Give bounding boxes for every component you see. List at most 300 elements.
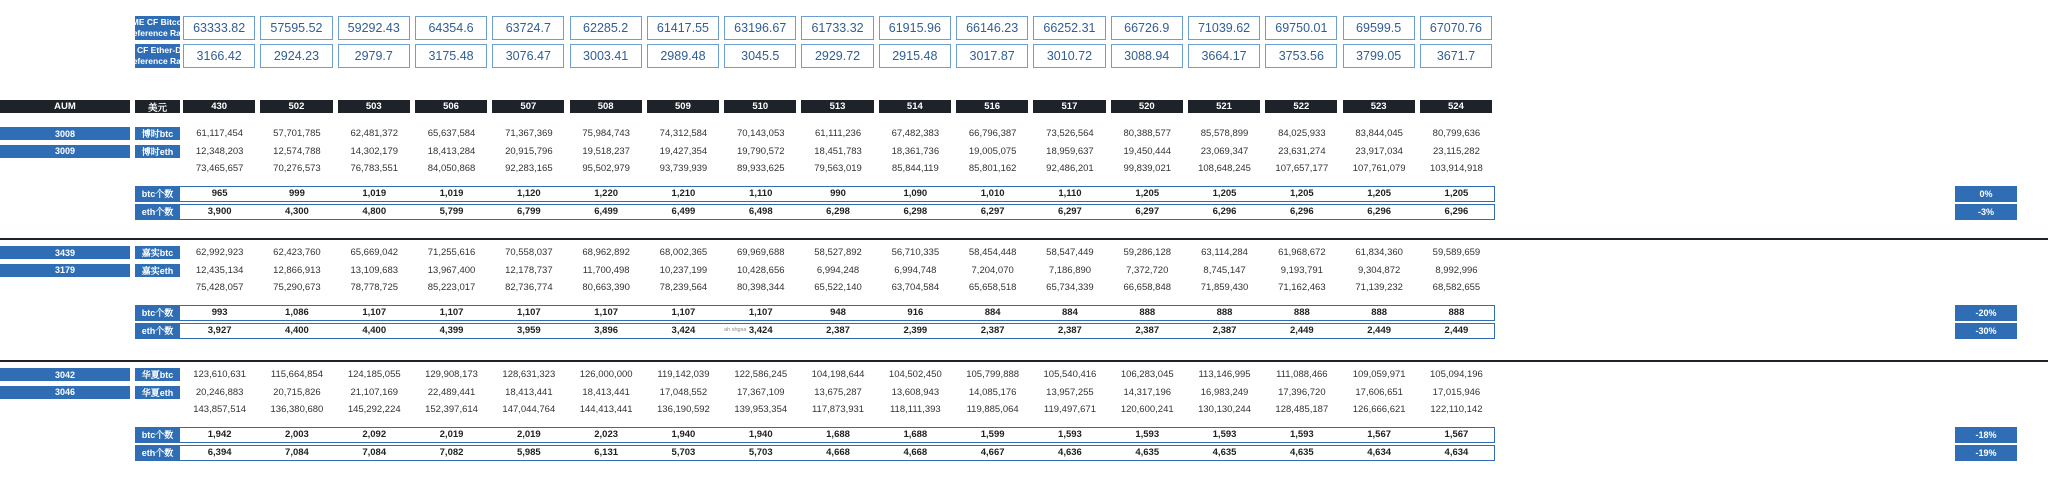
fund-holding-value: 61,968,672 (1278, 247, 1326, 259)
fund-total-value: 82,736,774 (505, 282, 553, 294)
reference-rate-value: 67070.76 (1420, 16, 1492, 40)
coin-count-value: 1,593 (1058, 429, 1082, 440)
summary-label: btc个数 (135, 186, 180, 202)
coin-count-value: 1,593 (1212, 429, 1237, 440)
reference-rate-value: 3010.72 (1033, 44, 1105, 68)
reference-rate-value: 3088.94 (1111, 44, 1183, 68)
fund-holding-value: 113,146,995 (1198, 369, 1251, 381)
fund-holding-value: 8,992,996 (1435, 264, 1478, 276)
coin-count-value: 1,010 (980, 188, 1005, 199)
fund-holding-value: 122,586,245 (734, 369, 788, 381)
fund-total-value: 144,413,441 (579, 404, 633, 416)
coin-count-value: 1,086 (285, 307, 309, 318)
coin-count-value: 1,107 (439, 307, 464, 318)
summary-label: eth个数 (135, 204, 180, 220)
coin-count-value: 4,800 (362, 206, 387, 217)
coin-count-value: 3,900 (207, 206, 232, 217)
fund-holding-value: 75,984,743 (582, 128, 630, 140)
coin-count-value: 4,668 (903, 447, 928, 458)
fund-holding-value: 61,111,236 (814, 128, 862, 140)
fund-holding-value: 19,790,572 (736, 145, 785, 157)
coin-count-value: 1,107 (594, 307, 619, 318)
coin-count-value: 1,205 (1289, 188, 1314, 199)
reference-rate-value: 2929.72 (801, 44, 873, 68)
coin-count-value: 4,635 (1289, 447, 1314, 458)
coin-count-value: 1,107 (671, 307, 696, 318)
fund-holding-value: 7,204,070 (971, 264, 1014, 276)
fund-holding-value: 123,610,631 (193, 369, 247, 381)
fund-total-value: 79,563,019 (814, 163, 862, 175)
fund-holding-value: 18,413,441 (582, 386, 630, 398)
fund-holding-value: 58,527,892 (814, 247, 862, 259)
fund-total-value: 76,783,551 (350, 163, 399, 175)
coin-count-value: 6,297 (1135, 206, 1160, 217)
coin-count-value: 6,297 (1058, 206, 1082, 217)
coin-count-value: 1,205 (1444, 188, 1469, 199)
fund-holding-value: 124,185,055 (347, 369, 401, 381)
coin-count-value: 999 (289, 188, 305, 199)
fund-holding-value: 16,983,249 (1200, 386, 1249, 398)
coin-count-value: 1,940 (671, 429, 696, 440)
fund-holding-value: 14,302,179 (350, 145, 399, 157)
fund-holding-value: 13,608,943 (891, 386, 940, 398)
fund-holding-value: 11,700,498 (582, 264, 630, 276)
fund-holding-value: 23,069,347 (1200, 145, 1249, 157)
coin-count-value: 6,296 (1212, 206, 1237, 217)
fund-total-value: 143,857,514 (193, 404, 247, 416)
fund-holding-value: 59,589,659 (1432, 247, 1481, 259)
fund-holding-value: 57,701,785 (273, 128, 321, 140)
coin-count-value: 2,449 (1367, 325, 1392, 336)
fund-total-value: 80,398,344 (736, 282, 785, 294)
fund-total-value: 99,839,021 (1123, 163, 1172, 175)
fund-holding-value: 59,286,128 (1123, 247, 1172, 259)
fund-total-value: 80,663,390 (582, 282, 630, 294)
coin-count-value: 7,082 (439, 447, 464, 458)
fund-total-value: 78,778,725 (350, 282, 399, 294)
fund-holding-value: 23,115,282 (1433, 145, 1480, 157)
coin-count-value: 4,300 (285, 206, 309, 217)
aum-value: 3008 (0, 127, 130, 140)
reference-rate-value: 69599.5 (1343, 16, 1415, 40)
fund-holding-value: 14,317,196 (1123, 386, 1172, 398)
coin-count-value: 4,635 (1212, 447, 1237, 458)
reference-rate-value: 62285.2 (570, 16, 642, 40)
coin-count-value: 3,424 (671, 325, 696, 336)
fund-holding-value: 9,304,872 (1358, 264, 1401, 276)
coin-count-value: 6,499 (671, 206, 696, 217)
coin-count-value: 6,298 (826, 206, 850, 217)
fund-holding-value: 71,255,616 (427, 247, 476, 259)
fund-total-value: 78,239,564 (659, 282, 708, 294)
fund-holding-value: 62,423,760 (273, 247, 321, 259)
coin-count-value: 888 (1216, 307, 1233, 318)
fund-holding-value: 83,844,045 (1355, 128, 1403, 140)
date-column-header: 523 (1343, 100, 1415, 113)
fund-total-value: 92,486,201 (1046, 163, 1094, 175)
fund-holding-value: 12,178,737 (505, 264, 553, 276)
fund-holding-value: 66,796,387 (968, 128, 1017, 140)
fund-total-value: 85,223,017 (427, 282, 476, 294)
fund-total-value: 93,739,939 (659, 163, 708, 175)
coin-count-value: 2,399 (903, 325, 928, 336)
change-percent-badge: -18% (1955, 427, 2017, 443)
fund-total-value: 92,283,165 (505, 163, 553, 175)
reference-rate-value: 2979.7 (338, 44, 410, 68)
coin-count-value: 2,387 (1212, 325, 1237, 336)
coin-count-value: 2,387 (826, 325, 850, 336)
fund-holding-value: 20,715,826 (273, 386, 321, 398)
fund-total-value: 145,292,224 (347, 404, 401, 416)
fund-holding-value: 62,481,372 (350, 128, 399, 140)
aum-value: 3042 (0, 368, 130, 381)
coin-count-value: 3,424 (748, 325, 773, 336)
coin-count-value: 3,927 (207, 325, 232, 336)
fund-holding-value: 19,005,075 (968, 145, 1017, 157)
fund-total-value: 85,801,162 (968, 163, 1017, 175)
aum-value: 3179 (0, 264, 130, 277)
fund-total-value: 130,130,244 (1198, 404, 1251, 416)
fund-holding-value: 13,967,400 (427, 264, 476, 276)
fund-holding-value: 58,454,448 (968, 247, 1017, 259)
fund-holding-value: 128,631,323 (502, 369, 556, 381)
fund-total-value: 71,859,430 (1200, 282, 1249, 294)
reference-rate-value: 63333.82 (183, 16, 255, 40)
fund-total-value: 75,290,673 (273, 282, 321, 294)
coin-count-value: 1,220 (594, 188, 619, 199)
coin-count-value: 1,940 (748, 429, 773, 440)
reference-rate-value: 3003.41 (570, 44, 642, 68)
date-column-header: 502 (260, 100, 332, 113)
reference-rate-value: 66726.9 (1111, 16, 1183, 40)
coin-count-value: 1,205 (1135, 188, 1160, 199)
fund-total-value: 68,582,655 (1432, 282, 1481, 294)
summary-label: btc个数 (135, 305, 180, 321)
fund-holding-value: 13,109,683 (350, 264, 399, 276)
reference-rate-value: 3166.42 (183, 44, 255, 68)
fund-total-value: 118,111,393 (889, 404, 941, 416)
coin-count-value: 1,942 (207, 429, 232, 440)
fund-holding-value: 7,372,720 (1126, 264, 1169, 276)
coin-count-value: 2,387 (1135, 325, 1160, 336)
change-percent-badge: -19% (1955, 445, 2017, 461)
date-column-header: 508 (570, 100, 642, 113)
date-column-header: 517 (1033, 100, 1105, 113)
reference-rate-value: 61733.32 (801, 16, 873, 40)
reference-rate-value: 2989.48 (647, 44, 719, 68)
coin-count-value: 1,107 (748, 307, 773, 318)
coin-count-value: 3,896 (594, 325, 619, 336)
date-column-header: 520 (1111, 100, 1183, 113)
section-divider (0, 360, 2048, 362)
fund-holding-value: 13,675,287 (814, 386, 862, 398)
coin-count-value: 4,399 (439, 325, 464, 336)
coin-count-value: 1,019 (362, 188, 387, 199)
reference-rate-label-line: Reference Rate (126, 56, 189, 66)
fund-holding-value: 17,396,720 (1278, 386, 1326, 398)
date-column-header: 513 (801, 100, 873, 113)
fund-holding-value: 18,361,736 (891, 145, 940, 157)
fund-holding-value: 105,540,416 (1043, 369, 1097, 381)
coin-count-value: 2,019 (439, 429, 464, 440)
reference-rate-value: 71039.62 (1188, 16, 1260, 40)
fund-holding-value: 20,915,796 (505, 145, 553, 157)
fund-holding-value: 19,518,237 (582, 145, 630, 157)
fund-holding-value: 21,107,169 (350, 386, 399, 398)
fund-holding-value: 63,114,284 (1201, 247, 1248, 259)
coin-count-value: 4,635 (1135, 447, 1160, 458)
change-percent-badge: -30% (1955, 323, 2017, 339)
date-column-header: 516 (956, 100, 1028, 113)
fund-total-value: 71,162,463 (1278, 282, 1326, 294)
fund-holding-value: 80,799,636 (1432, 128, 1481, 140)
coin-count-value: 7,084 (362, 447, 387, 458)
reference-rate-value: 3076.47 (492, 44, 564, 68)
fund-total-value: 71,139,232 (1355, 282, 1403, 294)
date-column-header: 524 (1420, 100, 1492, 113)
fund-total-value: 65,522,140 (814, 282, 862, 294)
fund-holding-value: 70,143,053 (736, 128, 785, 140)
coin-count-value: 965 (211, 188, 228, 199)
fund-holding-value: 105,799,888 (966, 369, 1020, 381)
reference-rate-value: 69750.01 (1265, 16, 1337, 40)
coin-count-value: 2,092 (362, 429, 387, 440)
coin-count-value: 6,298 (903, 206, 928, 217)
reference-rate-value: 63724.7 (492, 16, 564, 40)
fund-holding-value: 8,745,147 (1203, 264, 1246, 276)
aum-value: 3009 (0, 145, 130, 158)
fund-holding-value: 18,959,637 (1046, 145, 1094, 157)
fund-holding-value: 119,142,039 (657, 369, 710, 381)
reference-rate-label-line: Reference Rate (126, 28, 189, 38)
reference-rate-label-line: CME CF Ether-Dollar (115, 45, 200, 55)
coin-count-value: 5,703 (748, 447, 773, 458)
date-column-header: 510 (724, 100, 796, 113)
reference-rate-value: 3753.56 (1265, 44, 1337, 68)
coin-count-value: 4,634 (1444, 447, 1469, 458)
fund-holding-value: 111,088,466 (1276, 369, 1328, 381)
fund-holding-value: 126,000,000 (579, 369, 633, 381)
coin-count-value: 6,296 (1444, 206, 1469, 217)
reference-rate-value: 3799.05 (1343, 44, 1415, 68)
date-column-header: 430 (183, 100, 255, 113)
coin-count-value: 888 (1139, 307, 1156, 318)
coin-count-value: 6,297 (980, 206, 1005, 217)
summary-label: eth个数 (135, 445, 180, 461)
fund-total-value: 119,497,671 (1043, 404, 1096, 416)
coin-count-value: 888 (1448, 307, 1465, 318)
fund-holding-value: 6,994,748 (894, 264, 937, 276)
fund-total-value: 63,704,584 (891, 282, 940, 294)
coin-count-value: 884 (984, 307, 1001, 318)
fund-total-value: 152,397,614 (425, 404, 478, 416)
reference-rate-value: 3017.87 (956, 44, 1028, 68)
fund-holding-value: 74,312,584 (659, 128, 708, 140)
fund-holding-value: 13,957,255 (1046, 386, 1094, 398)
coin-count-value: 888 (1293, 307, 1310, 318)
coin-count-value: 1,205 (1212, 188, 1237, 199)
coin-count-value: 1,593 (1135, 429, 1160, 440)
fund-total-value: 139,953,354 (734, 404, 788, 416)
fund-holding-value: 129,908,173 (425, 369, 478, 381)
fund-holding-value: 23,917,034 (1355, 145, 1403, 157)
fund-holding-value: 115,664,854 (270, 369, 323, 381)
reference-rate-value: 59292.43 (338, 16, 410, 40)
fund-total-value: 122,110,142 (1430, 404, 1483, 416)
fund-holding-value: 104,502,450 (888, 369, 942, 381)
fund-holding-value: 12,348,203 (195, 145, 244, 157)
fund-holding-value: 65,637,584 (427, 128, 476, 140)
fund-holding-value: 10,428,656 (736, 264, 785, 276)
fund-holding-value: 17,015,946 (1432, 386, 1481, 398)
coin-count-value: 2,003 (285, 429, 309, 440)
date-column-header: 521 (1188, 100, 1260, 113)
coin-count-value: 993 (211, 307, 228, 318)
fund-holding-value: 70,558,037 (505, 247, 553, 259)
fund-total-value: 107,657,177 (1275, 163, 1329, 175)
coin-count-value: 1,567 (1367, 429, 1392, 440)
coin-count-value: 1,599 (980, 429, 1005, 440)
reference-rate-value: 3664.17 (1188, 44, 1260, 68)
fund-total-value: 85,844,119 (891, 163, 939, 175)
coin-count-value: 1,107 (516, 307, 541, 318)
coin-count-value: 1,688 (903, 429, 928, 440)
fund-holding-value: 62,992,923 (195, 247, 244, 259)
fund-holding-value: 61,834,360 (1355, 247, 1403, 259)
change-percent-badge: -20% (1955, 305, 2017, 321)
fund-holding-value: 68,002,365 (659, 247, 708, 259)
summary-label: eth个数 (135, 323, 180, 339)
fund-total-value: 65,734,339 (1046, 282, 1094, 294)
coin-count-value: 1,210 (671, 188, 696, 199)
fund-holding-value: 109,059,971 (1352, 369, 1406, 381)
coin-count-value: 1,567 (1444, 429, 1469, 440)
fund-holding-value: 19,427,354 (659, 145, 708, 157)
coin-count-value: 1,107 (362, 307, 387, 318)
fund-holding-value: 68,962,892 (582, 247, 630, 259)
coin-count-value: 916 (907, 307, 924, 318)
coin-count-value: 1,205 (1367, 188, 1392, 199)
reference-rate-value: 61417.55 (647, 16, 719, 40)
summary-label: btc个数 (135, 427, 180, 443)
fund-total-value: 126,666,621 (1352, 404, 1406, 416)
fund-holding-value: 19,450,444 (1123, 145, 1172, 157)
fund-asset-label: 博时btc (135, 127, 180, 140)
change-percent-badge: -3% (1955, 204, 2017, 220)
coin-count-value: 5,985 (516, 447, 541, 458)
coin-count-value: 2,449 (1289, 325, 1314, 336)
coin-count-value: 1,688 (826, 429, 850, 440)
reference-rate-value: 2924.23 (260, 44, 332, 68)
fund-holding-value: 22,489,441 (427, 386, 476, 398)
change-percent-badge: 0% (1955, 186, 2017, 202)
fund-holding-value: 18,413,441 (505, 386, 553, 398)
fund-holding-value: 17,606,651 (1355, 386, 1403, 398)
fund-total-value: 119,885,064 (966, 404, 1019, 416)
coin-count-value: 4,400 (362, 325, 387, 336)
fund-holding-value: 67,482,383 (891, 128, 940, 140)
fund-total-value: 136,380,680 (270, 404, 324, 416)
coin-count-value: 4,668 (826, 447, 850, 458)
section-divider (0, 238, 2048, 240)
coin-count-value: 1,110 (1058, 188, 1082, 199)
fund-holding-value: 69,969,688 (736, 247, 785, 259)
coin-count-value: 2,023 (594, 429, 619, 440)
fund-holding-value: 80,388,577 (1123, 128, 1172, 140)
coin-count-value: 6,498 (748, 206, 773, 217)
coin-count-value: 2,387 (1058, 325, 1082, 336)
reference-rate-label (115, 44, 200, 68)
reference-rate-label-line: CME CF Bitcoin (125, 17, 190, 27)
fund-total-value: 128,485,187 (1275, 404, 1329, 416)
fund-holding-value: 12,435,134 (195, 264, 244, 276)
coin-count-value: 6,499 (594, 206, 619, 217)
fund-total-value: 65,658,518 (968, 282, 1017, 294)
fund-holding-value: 17,048,552 (659, 386, 708, 398)
reference-rate-value: 61915.96 (879, 16, 951, 40)
fund-holding-value: 10,237,199 (659, 264, 708, 276)
coin-count-value: 4,634 (1367, 447, 1392, 458)
coin-count-value: 4,400 (285, 325, 309, 336)
reference-rate-label (125, 16, 190, 40)
aum-value: 3439 (0, 246, 130, 259)
aum-value: 3046 (0, 386, 130, 399)
fund-holding-value: 23,631,274 (1278, 145, 1326, 157)
date-column-header: 503 (338, 100, 410, 113)
coin-count-value: 1,090 (903, 188, 928, 199)
coin-count-value: 4,667 (980, 447, 1005, 458)
coin-count-value: 888 (1371, 307, 1388, 318)
fund-holding-value: 56,710,335 (891, 247, 940, 259)
fund-holding-value: 104,198,644 (811, 369, 865, 381)
fund-total-value: 136,190,592 (657, 404, 710, 416)
coin-count-value: 3,959 (516, 325, 541, 336)
reference-rate-value: 3671.7 (1420, 44, 1492, 68)
fund-holding-value: 7,186,890 (1048, 264, 1092, 276)
fund-holding-value: 18,451,783 (814, 145, 862, 157)
fund-holding-value: 58,547,449 (1046, 247, 1094, 259)
reference-rate-value: 3175.48 (415, 44, 487, 68)
coin-count-value: 948 (830, 307, 846, 318)
fund-total-value: 70,276,573 (273, 163, 321, 175)
fund-asset-label: 嘉实eth (135, 264, 180, 277)
coin-count-value: 7,084 (285, 447, 309, 458)
aum-header: AUM (0, 100, 130, 113)
fund-holding-value: 84,025,933 (1278, 128, 1326, 140)
fund-asset-label: 华夏eth (135, 386, 180, 399)
coin-count-value: 5,703 (671, 447, 696, 458)
coin-count-value: 1,019 (439, 188, 464, 199)
reference-rate-value: 66146.23 (956, 16, 1028, 40)
fund-total-value: 73,465,657 (195, 163, 244, 175)
cell-note: ah shgsa (724, 327, 747, 333)
coin-count-value: 6,296 (1289, 206, 1314, 217)
reference-rate-value: 64354.6 (415, 16, 487, 40)
fund-asset-label: 博时eth (135, 145, 180, 158)
fund-holding-value: 65,669,042 (350, 247, 399, 259)
coin-count-value: 6,799 (516, 206, 541, 217)
coin-count-value: 4,636 (1058, 447, 1082, 458)
coin-count-value: 2,019 (516, 429, 541, 440)
currency-header: 美元 (135, 100, 180, 113)
fund-holding-value: 18,413,284 (427, 145, 476, 157)
coin-count-value: 2,387 (980, 325, 1005, 336)
fund-holding-value: 73,526,564 (1046, 128, 1094, 140)
coin-count-value: 6,296 (1367, 206, 1392, 217)
reference-rate-value: 2915.48 (879, 44, 951, 68)
fund-total-value: 147,044,764 (502, 404, 556, 416)
fund-total-value: 120,600,241 (1120, 404, 1174, 416)
